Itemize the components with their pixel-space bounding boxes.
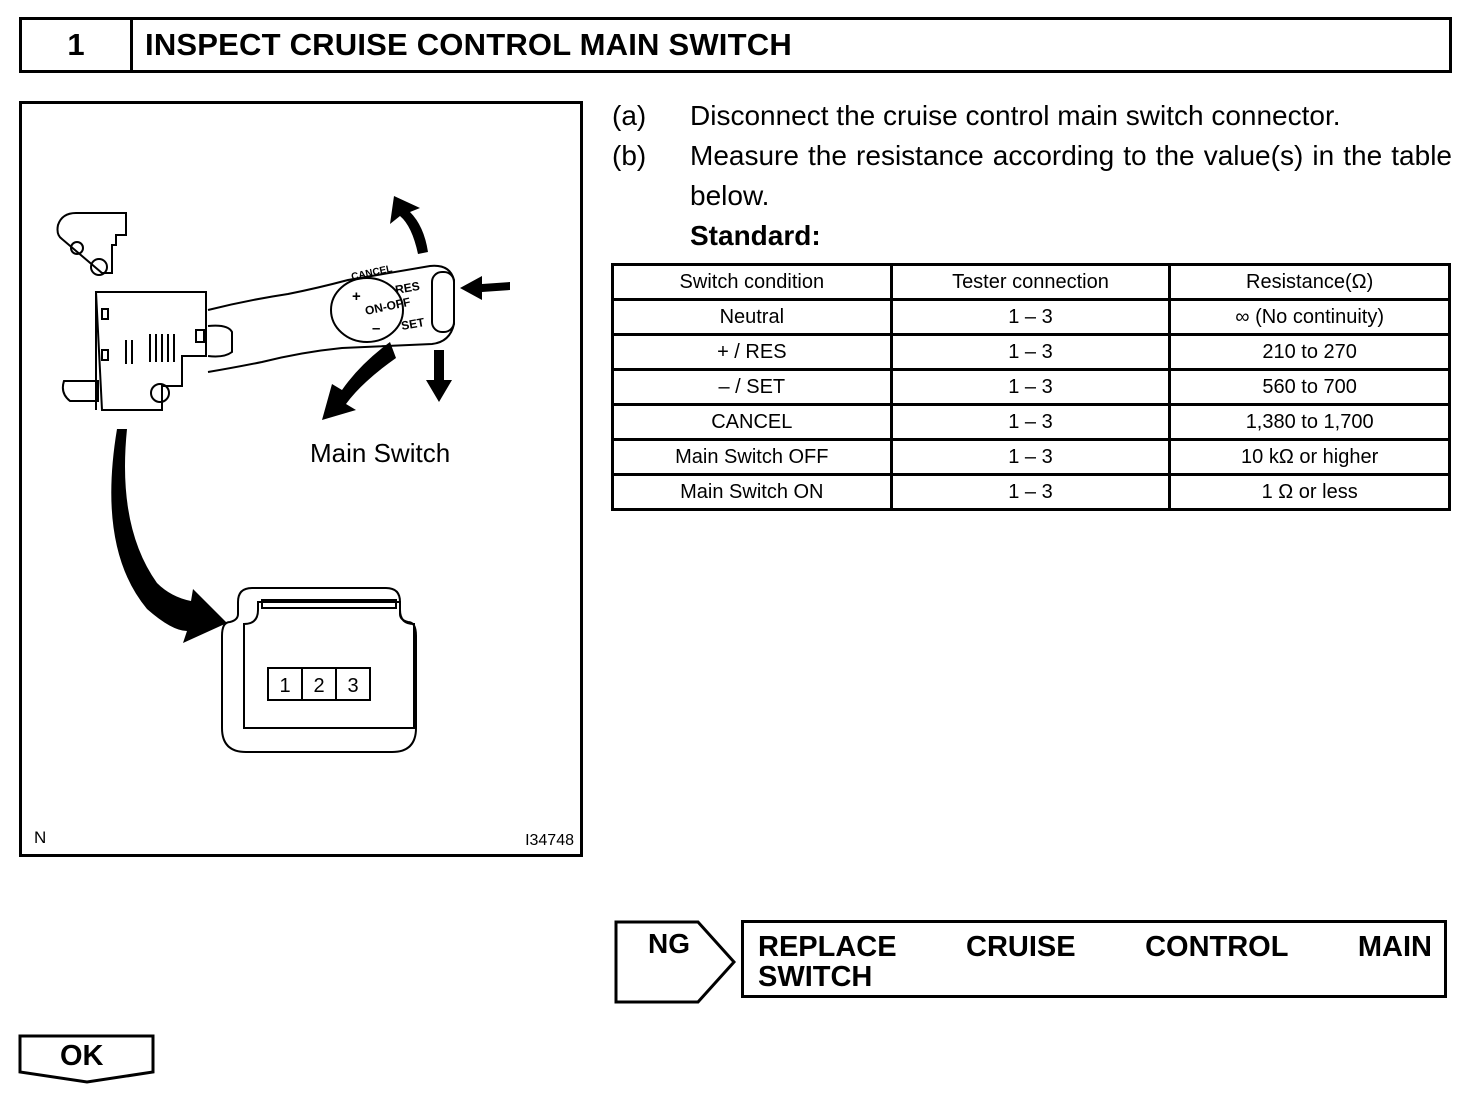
arrow-down-icon	[426, 350, 452, 402]
figure-corner-code: N	[34, 828, 47, 847]
connector-pin-2: 2	[313, 675, 325, 697]
ng-action-line2: SWITCH	[758, 961, 873, 993]
table-row	[613, 440, 1450, 475]
step-mark: (a)	[612, 100, 647, 131]
table-cell: Main Switch ON	[613, 475, 892, 510]
table-row	[613, 405, 1450, 440]
table-cell: 1,380 to 1,700	[1170, 405, 1450, 440]
table-cell: CANCEL	[613, 405, 892, 440]
ok-label: OK	[60, 1040, 104, 1072]
illustration-frame	[19, 101, 583, 857]
lever-label-minus: –	[372, 320, 381, 337]
step-text: Disconnect the cruise control main switch connector.	[690, 100, 1341, 131]
step-header	[19, 17, 1452, 73]
column-header: Switch condition	[613, 265, 892, 300]
column-header: Resistance(Ω)	[1170, 265, 1450, 300]
ok-branch-tab[interactable]	[18, 1034, 156, 1084]
connector-pin-1: 1	[279, 675, 291, 697]
standard-label: Standard:	[690, 220, 821, 251]
table-cell: ∞ (No continuity)	[1170, 300, 1450, 335]
lever-label-cancel: CANCEL	[350, 263, 394, 283]
lever-label-res: RES	[394, 278, 421, 297]
table-cell: 1 – 3	[891, 475, 1170, 510]
table-cell: Main Switch OFF	[613, 440, 892, 475]
table-header-row	[613, 265, 1450, 300]
ng-action-word: REPLACE	[758, 931, 897, 963]
resistance-table	[611, 263, 1451, 511]
table-cell: 1 – 3	[891, 440, 1170, 475]
table-cell: 1 – 3	[891, 335, 1170, 370]
ng-action-word: CONTROL	[1145, 931, 1289, 963]
arrow-to-connector-icon	[111, 429, 227, 643]
body-hole	[151, 384, 169, 402]
table-cell: 1 – 3	[891, 300, 1170, 335]
cruise-switch-illustration	[22, 104, 580, 854]
ng-action-box	[741, 920, 1447, 998]
lever-label-plus: +	[352, 288, 361, 305]
table-cell: 1 Ω or less	[1170, 475, 1450, 510]
step-a	[612, 96, 1452, 136]
table-cell: + / RES	[613, 335, 892, 370]
ng-branch-arrow[interactable]	[614, 920, 738, 1004]
table-cell: 10 kΩ or higher	[1170, 440, 1450, 475]
step-text: Measure the resistance according to the value(s) in the table below.	[690, 140, 1452, 211]
table-cell: 560 to 700	[1170, 370, 1450, 405]
column-header: Tester connection	[891, 265, 1170, 300]
step-mark: (b)	[612, 140, 647, 171]
lever-label-set: SET	[400, 315, 426, 333]
connector-face	[222, 588, 416, 752]
ng-action-word: CRUISE	[966, 931, 1076, 963]
table-row	[613, 335, 1450, 370]
table-cell: 210 to 270	[1170, 335, 1450, 370]
ng-action-word: MAIN	[1357, 931, 1432, 963]
table-cell: – / SET	[613, 370, 892, 405]
arrow-up-icon	[390, 196, 428, 254]
body-tab	[63, 381, 98, 401]
table-cell: Neutral	[613, 300, 892, 335]
table-row	[613, 370, 1450, 405]
table-row	[613, 475, 1450, 510]
step-b	[612, 136, 1452, 216]
ng-action-line1	[758, 932, 1432, 962]
cancel-end-cap	[432, 272, 454, 332]
arrow-left-icon	[460, 276, 510, 300]
table-cell: 1 – 3	[891, 370, 1170, 405]
lever-label-on-off: ON-OFF	[363, 294, 412, 318]
step-number: 1	[22, 20, 133, 70]
step-title: INSPECT CRUISE CONTROL MAIN SWITCH	[145, 27, 792, 62]
arrow-pull-icon	[322, 342, 396, 420]
figure-id: I34748	[525, 832, 574, 849]
table-cell: 1 – 3	[891, 405, 1170, 440]
ng-label: NG	[648, 928, 690, 959]
main-switch-label: Main Switch	[310, 438, 451, 468]
procedure-steps	[612, 96, 1452, 256]
table-row	[613, 300, 1450, 335]
connector-pin-3: 3	[347, 675, 359, 697]
